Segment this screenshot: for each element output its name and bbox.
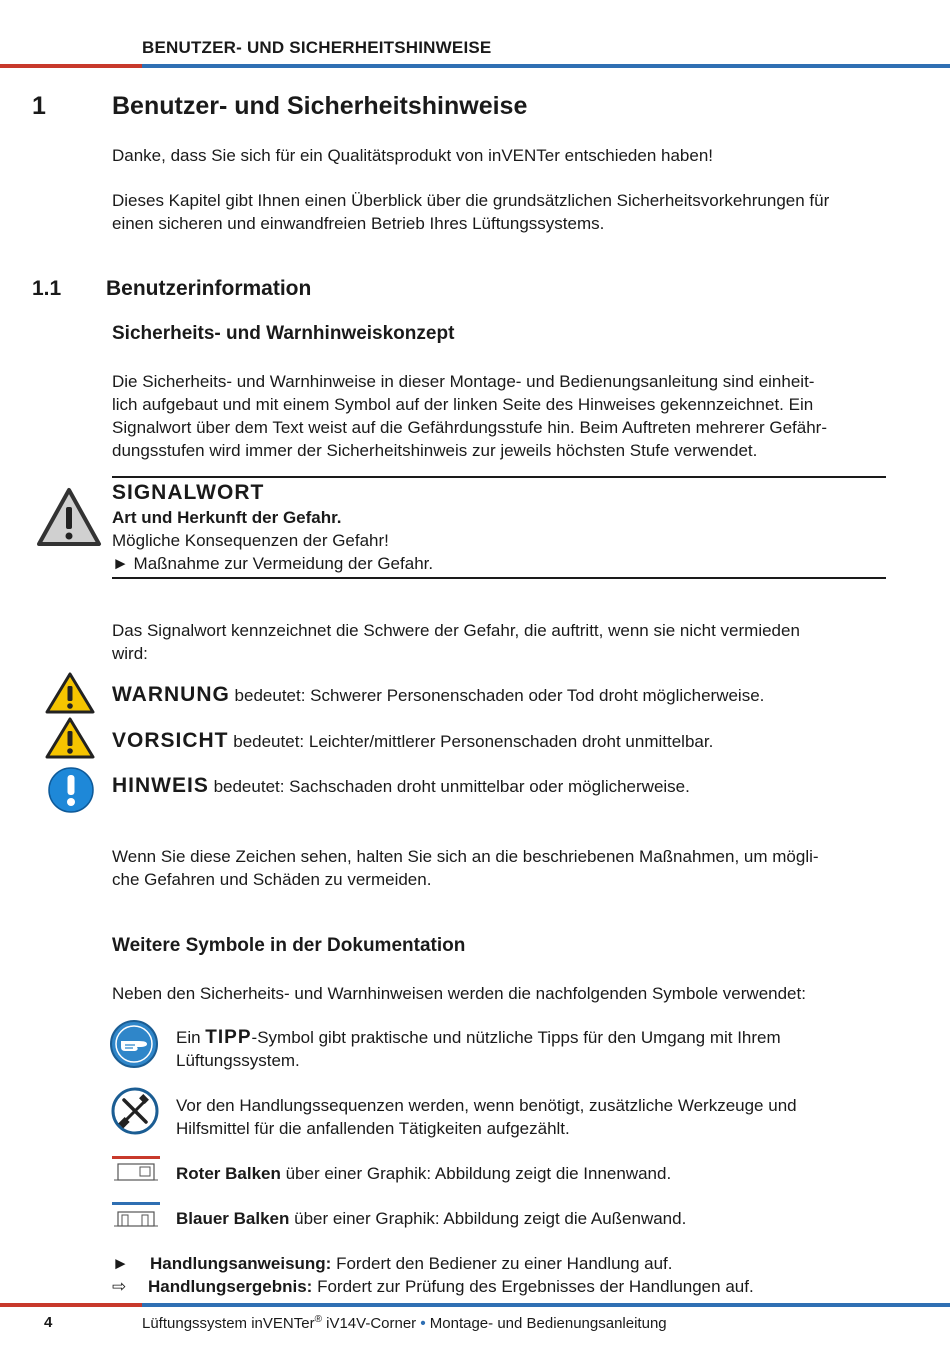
red-bar-graphic-icon bbox=[112, 1156, 160, 1184]
footer-document-title bbox=[142, 1314, 667, 1332]
paragraph-line: wird: bbox=[112, 644, 148, 663]
red-bar-label: Roter Balken bbox=[176, 1164, 281, 1183]
result-label: Handlungsergebnis: bbox=[148, 1277, 313, 1296]
tipp-keyword: TIPP bbox=[205, 1027, 252, 1048]
level-warnung bbox=[112, 683, 764, 707]
tipp-prefix: Ein bbox=[176, 1028, 206, 1047]
paragraph-line: lich aufgebaut und mit einem Symbol auf der linken Seite des Hinweises gekennzeichnet. Ein bbox=[112, 395, 814, 414]
footer-rule-red bbox=[0, 1303, 142, 1307]
level-text: bedeutet: Schwerer Personenschaden oder Tod droht möglicherweise. bbox=[229, 686, 765, 705]
intro-line: Dieses Kapitel gibt Ihnen einen Überblick über die grundsätzlichen Sicherheitsvorkehrungen für bbox=[112, 191, 830, 210]
tipp-line-2: Lüftungssystem. bbox=[176, 1051, 300, 1070]
action-label: Handlungsanweisung: bbox=[150, 1254, 332, 1273]
footer-separator: • bbox=[420, 1315, 426, 1332]
blue-bar-graphic-icon bbox=[112, 1202, 160, 1230]
blue-bar-text: über einer Graphik: Abbildung zeigt die Außenwand. bbox=[289, 1209, 687, 1228]
tipp-pointing-hand-icon bbox=[109, 1019, 159, 1069]
chapter-title: Benutzer- und Sicherheitshinweise bbox=[112, 92, 528, 120]
subsection-title-symbole: Weitere Symbole in der Dokumentation bbox=[112, 935, 466, 956]
intro-line: einen sicheren und einwandfreien Betrieb Ihres Lüftungssystems. bbox=[112, 214, 605, 233]
header-rule-blue bbox=[142, 64, 950, 68]
tipp-description bbox=[176, 1026, 781, 1072]
action-marker: ► bbox=[112, 1254, 129, 1273]
paragraph-line: Signalwort über dem Text weist auf die Gefährdungsstufe hin. Beim Auftreten mehrerer Gefähr- bbox=[112, 418, 827, 437]
paragraph-line: che Gefahren und Schäden zu vermeiden. bbox=[112, 870, 432, 889]
chapter-number: 1 bbox=[32, 92, 46, 120]
symbols-intro: Neben den Sicherheits- und Warnhinweisen werden die nachfolgenden Symbole verwendet: bbox=[112, 984, 806, 1003]
after-levels-paragraph bbox=[112, 845, 819, 891]
signal-box-bottom-rule bbox=[112, 577, 886, 579]
footer-model: iV14V-Corner bbox=[321, 1315, 421, 1332]
footer-rule-blue bbox=[142, 1303, 950, 1307]
tools-line: Vor den Handlungssequenzen werden, wenn benötigt, zusätzliche Werkzeuge und bbox=[176, 1096, 797, 1115]
action-instruction bbox=[150, 1252, 673, 1275]
red-bar-description bbox=[176, 1162, 671, 1185]
page-number: 4 bbox=[44, 1314, 53, 1331]
header-title: BENUTZER- UND SICHERHEITSHINWEISE bbox=[142, 38, 492, 57]
signal-word: SIGNALWORT bbox=[112, 481, 265, 504]
intro-paragraph-2 bbox=[112, 189, 829, 235]
level-keyword: WARNUNG bbox=[112, 683, 230, 706]
warnkonzept-paragraph bbox=[112, 370, 827, 462]
footer-product: Lüftungssystem inVENTer bbox=[142, 1315, 315, 1332]
header-rule-red bbox=[0, 64, 142, 68]
section-title: Benutzerinformation bbox=[106, 277, 312, 300]
signal-massnahme: ► Maßnahme zur Vermeidung der Gefahr. bbox=[112, 554, 434, 573]
notice-exclamation-icon bbox=[47, 766, 95, 814]
blue-bar-description bbox=[176, 1207, 686, 1230]
signal-konsequenzen: Mögliche Konsequenzen der Gefahr! bbox=[112, 531, 389, 550]
section-number: 1.1 bbox=[32, 277, 62, 300]
paragraph-line: dungsstufen wird immer der Sicherheitshinweis zur jeweils höchsten Stufe verwendet. bbox=[112, 441, 758, 460]
intro-paragraph-1: Danke, dass Sie sich für ein Qualitätsprodukt von inVENTer entschieden haben! bbox=[112, 146, 714, 165]
warning-triangle-icon bbox=[44, 671, 96, 715]
signal-intro-paragraph bbox=[112, 619, 800, 665]
red-bar-text: über einer Graphik: Abbildung zeigt die Innenwand. bbox=[280, 1164, 672, 1183]
subsection-title-warnkonzept: Sicherheits- und Warnhinweiskonzept bbox=[112, 323, 455, 344]
result-marker: ⇨ bbox=[112, 1277, 127, 1296]
action-text: Fordert den Bediener zu einer Handlung auf. bbox=[331, 1254, 673, 1273]
result-text: Fordert zur Prüfung des Ergebnisses der Handlungen auf. bbox=[312, 1277, 754, 1296]
paragraph-line: Das Signalwort kennzeichnet die Schwere der Gefahr, die auftritt, wenn sie nicht vermieden bbox=[112, 621, 800, 640]
caution-triangle-icon bbox=[44, 716, 96, 760]
level-keyword: HINWEIS bbox=[112, 774, 209, 797]
paragraph-line: Wenn Sie diese Zeichen sehen, halten Sie sich an die beschriebenen Maßnahmen, um mögli- bbox=[112, 847, 819, 866]
footer-doc: Montage- und Bedienungsanleitung bbox=[425, 1315, 667, 1332]
tools-description bbox=[176, 1094, 797, 1140]
paragraph-line: Die Sicherheits- und Warnhinweise in dieser Montage- und Bedienungsanleitung sind einheit- bbox=[112, 372, 815, 391]
danger-triangle-icon bbox=[36, 487, 102, 547]
signal-art: Art und Herkunft der Gefahr. bbox=[112, 508, 342, 527]
level-hinweis bbox=[112, 774, 690, 798]
tipp-line-1 bbox=[176, 1026, 781, 1049]
tools-line: Hilfsmittel für die anfallenden Tätigkeiten aufgezählt. bbox=[176, 1119, 570, 1138]
tools-icon bbox=[111, 1087, 159, 1135]
level-keyword: VORSICHT bbox=[112, 729, 229, 752]
signal-box-top-rule bbox=[112, 476, 886, 478]
tipp-rest: -Symbol gibt praktische und nützliche Tipps für den Umgang mit Ihrem bbox=[251, 1028, 781, 1047]
registered-mark: ® bbox=[314, 1314, 322, 1325]
level-vorsicht bbox=[112, 729, 713, 753]
level-text: bedeutet: Leichter/mittlerer Personenschaden droht unmittelbar. bbox=[228, 732, 714, 751]
level-text: bedeutet: Sachschaden droht unmittelbar oder möglicherweise. bbox=[208, 777, 690, 796]
action-result bbox=[148, 1275, 754, 1298]
blue-bar-label: Blauer Balken bbox=[176, 1209, 290, 1228]
